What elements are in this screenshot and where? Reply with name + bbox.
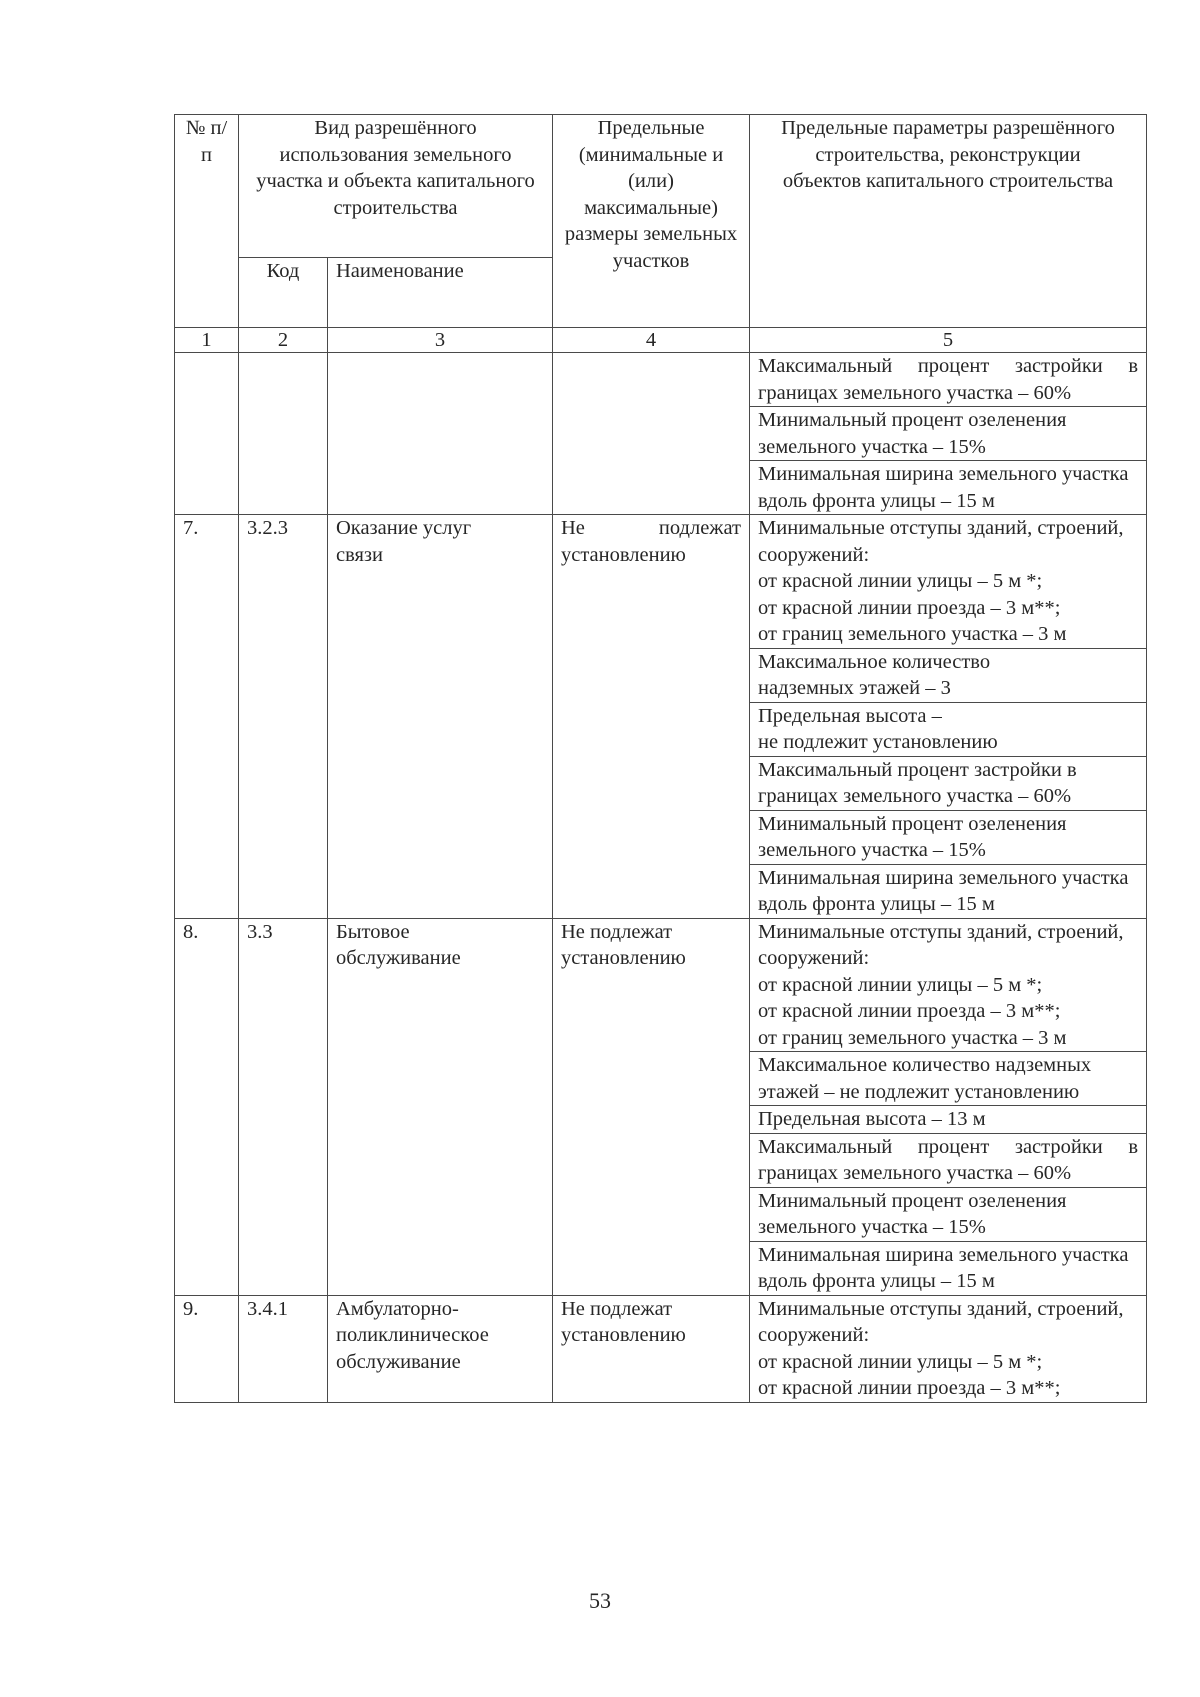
row-number: 8. (175, 918, 239, 1295)
column-number: 3 (328, 328, 553, 353)
row-plot-size: Не подлежат установлению (553, 1295, 750, 1402)
parameter-cell: Минимальные отступы зданий, строений, сооружений: от красной линии улицы – 5 м *; от красной линии проезда – 3 м**; от границ земельного участка – 3 м (750, 918, 1147, 1052)
row-number: 7. (175, 515, 239, 919)
header-plot-sizes: Предельные (минимальные и (или) максимальные) размеры земельных участков (553, 115, 750, 328)
parameter-cell: Минимальная ширина земельного участка вдоль фронта улицы – 15 м (750, 864, 1147, 918)
row-code: 3.4.1 (239, 1295, 328, 1402)
regulations-table (174, 114, 1147, 1403)
column-numbers-row (175, 328, 1147, 353)
row-code: 3.2.3 (239, 515, 328, 919)
parameter-cell: Минимальные отступы зданий, строений, сооружений: от красной линии улицы – 5 м *; от красной линии проезда – 3 м**; (750, 1295, 1147, 1402)
table-row-9 (175, 1295, 1147, 1402)
page-number: 53 (589, 1588, 611, 1613)
header-name: Наименование (328, 258, 553, 328)
parameter-cell: Максимальный процент застройки в границах земельного участка – 60% (750, 353, 1147, 407)
column-number: 4 (553, 328, 750, 353)
table-row-8 (175, 918, 1147, 1052)
parameter-cell: Максимальный процент застройки в границах земельного участка – 60% (750, 756, 1147, 810)
table-row-continuation (175, 353, 1147, 407)
row-name: Оказание услуг связи (328, 515, 553, 919)
column-number: 1 (175, 328, 239, 353)
parameter-cell: Максимальное количество надземных этажей – не подлежит установлению (750, 1052, 1147, 1106)
column-number: 5 (750, 328, 1147, 353)
column-number: 2 (239, 328, 328, 353)
header-number: № п/п (175, 115, 239, 328)
parameter-cell: Предельная высота – не подлежит установлению (750, 702, 1147, 756)
parameter-cell: Предельная высота – 13 м (750, 1106, 1147, 1134)
parameter-cell: Минимальный процент озеленения земельного участка – 15% (750, 810, 1147, 864)
header-parameters: Предельные параметры разрешённого строительства, реконструкции объектов капитального строительства (750, 115, 1147, 328)
parameter-cell: Минимальные отступы зданий, строений, сооружений: от красной линии улицы – 5 м *; от красной линии проезда – 3 м**; от границ земельного участка – 3 м (750, 515, 1147, 649)
parameter-cell: Максимальное количество надземных этажей – 3 (750, 648, 1147, 702)
parameter-cell: Минимальный процент озеленения земельного участка – 15% (750, 407, 1147, 461)
row-code: 3.3 (239, 918, 328, 1295)
row-name: Бытовое обслуживание (328, 918, 553, 1295)
parameter-cell: Минимальный процент озеленения земельного участка – 15% (750, 1187, 1147, 1241)
header-row (175, 115, 1147, 258)
parameter-cell: Минимальная ширина земельного участка вдоль фронта улицы – 15 м (750, 461, 1147, 515)
parameter-cell: Максимальный процент застройки в границах земельного участка – 60% (750, 1133, 1147, 1187)
row-name: Амбулаторно-поликлиническое обслуживание (328, 1295, 553, 1402)
parameter-cell: Минимальная ширина земельного участка вдоль фронта улицы – 15 м (750, 1241, 1147, 1295)
table-row-7 (175, 515, 1147, 649)
row-number: 9. (175, 1295, 239, 1402)
header-use-type: Вид разрешённого использования земельного участка и объекта капитального строительства (239, 115, 553, 258)
row-plot-size: Не подлежат установлению (553, 515, 750, 919)
header-code: Код (239, 258, 328, 328)
row-plot-size: Не подлежат установлению (553, 918, 750, 1295)
